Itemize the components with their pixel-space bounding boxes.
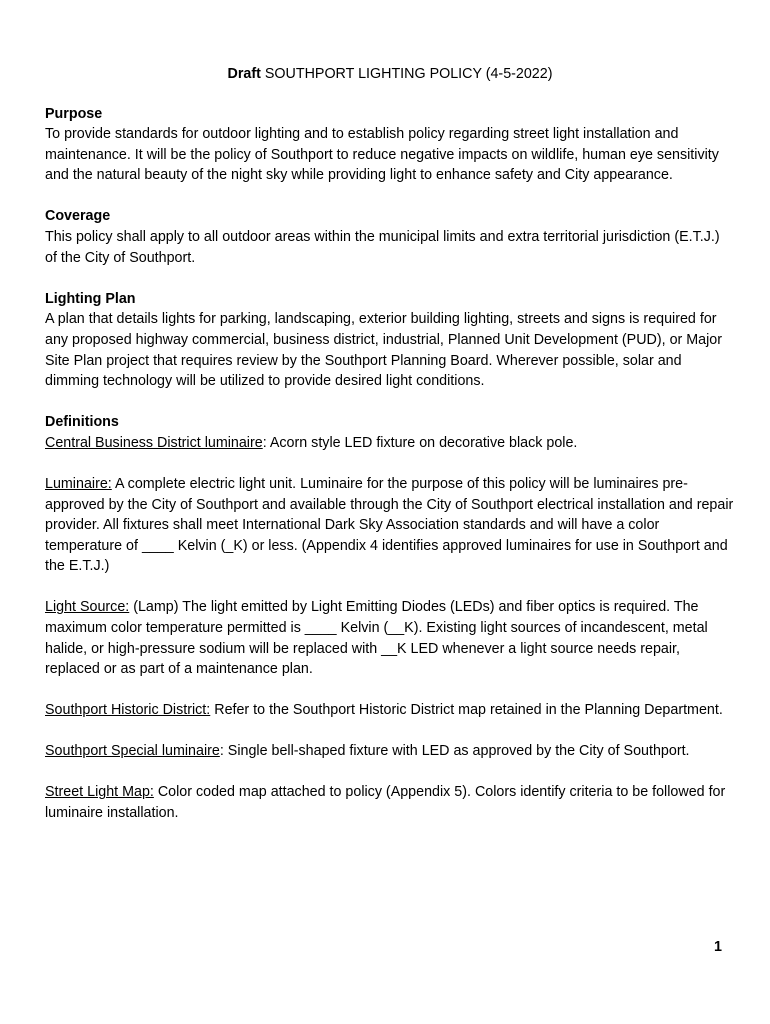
definition-term: Central Business District luminaire <box>45 434 263 451</box>
definitions-section <box>45 412 735 823</box>
lighting-plan-heading: Lighting Plan <box>45 290 136 307</box>
definition-term: Southport Special luminaire <box>45 743 220 760</box>
coverage-section <box>45 206 735 268</box>
definition-text: (Lamp) The light emitted by Light Emitting Diodes (LEDs) and fiber optics is required. The maximum color temperature permitted is ____ Kelvin (__K). Existing light sources of incandescent, metal halide, or high-pressure sodium will be replaced with __K LED whenever a light source needs repair, replaced or as part of a maintenance plan. <box>45 599 708 678</box>
definition-term: Luminaire: <box>45 475 112 492</box>
definition-item <box>45 782 735 823</box>
coverage-text: This policy shall apply to all outdoor areas within the municipal limits and extra territorial jurisdiction (E.T.J.) of the City of Southport. <box>45 229 720 266</box>
lighting-plan-section <box>45 289 735 392</box>
purpose-section <box>45 104 735 186</box>
title-text: SOUTHPORT LIGHTING POLICY (4-5-2022) <box>260 66 553 82</box>
definition-item <box>45 433 735 454</box>
definition-text: : Single bell-shaped fixture with LED as approved by the City of Southport. <box>219 743 690 760</box>
definition-text: Color coded map attached to policy (Appendix 5). Colors identify criteria to be followed for luminaire installation. <box>45 784 726 822</box>
definition-text: A complete electric light unit. Luminaire for the purpose of this policy will be luminaires pre-approved by the City of Southport and available through the City of Southport electrical installation and repair provider. All fixtures shall meet International Dark Sky Association standards and will have a color temperature of ____ Kelvin (_K) or less. (Appendix 4 identifies approved luminaires for use in Southport and the E.T.J.) <box>45 475 734 575</box>
definition-text: Refer to the Southport Historic District map retained in the Planning Department. <box>210 702 723 719</box>
page-number: 1 <box>714 939 722 955</box>
document-page <box>45 64 735 844</box>
definition-term: Southport Historic District: <box>45 702 211 719</box>
definition-item <box>45 597 735 679</box>
purpose-heading: Purpose <box>45 105 103 122</box>
document-title <box>45 64 735 85</box>
lighting-plan-text: A plan that details lights for parking, landscaping, exterior building lighting, streets and signs is required for any proposed highway commercial, business district, industrial, Planned Unit Development (PUD), or Major Site Plan project that requires review by the Southport Planning Board. Wherever possible, solar and dimming technology will be utilized to provide desired light conditions. <box>45 311 723 390</box>
coverage-heading: Coverage <box>45 208 111 225</box>
definition-item <box>45 700 735 721</box>
purpose-text: To provide standards for outdoor lighting and to establish policy regarding street light installation and maintenance. It will be the policy of Southport to reduce negative impacts on wildlife, human eye sensitivity and the natural beauty of the night sky while providing light to enhance safety and City appearance. <box>45 126 719 184</box>
definition-text: : Acorn style LED fixture on decorative black pole. <box>262 434 578 451</box>
title-draft-label: Draft <box>227 66 261 82</box>
definition-item <box>45 741 735 762</box>
definition-item <box>45 474 735 577</box>
definition-term: Street Light Map: <box>45 784 154 801</box>
definitions-heading: Definitions <box>45 414 119 431</box>
definition-term: Light Source: <box>45 599 130 616</box>
